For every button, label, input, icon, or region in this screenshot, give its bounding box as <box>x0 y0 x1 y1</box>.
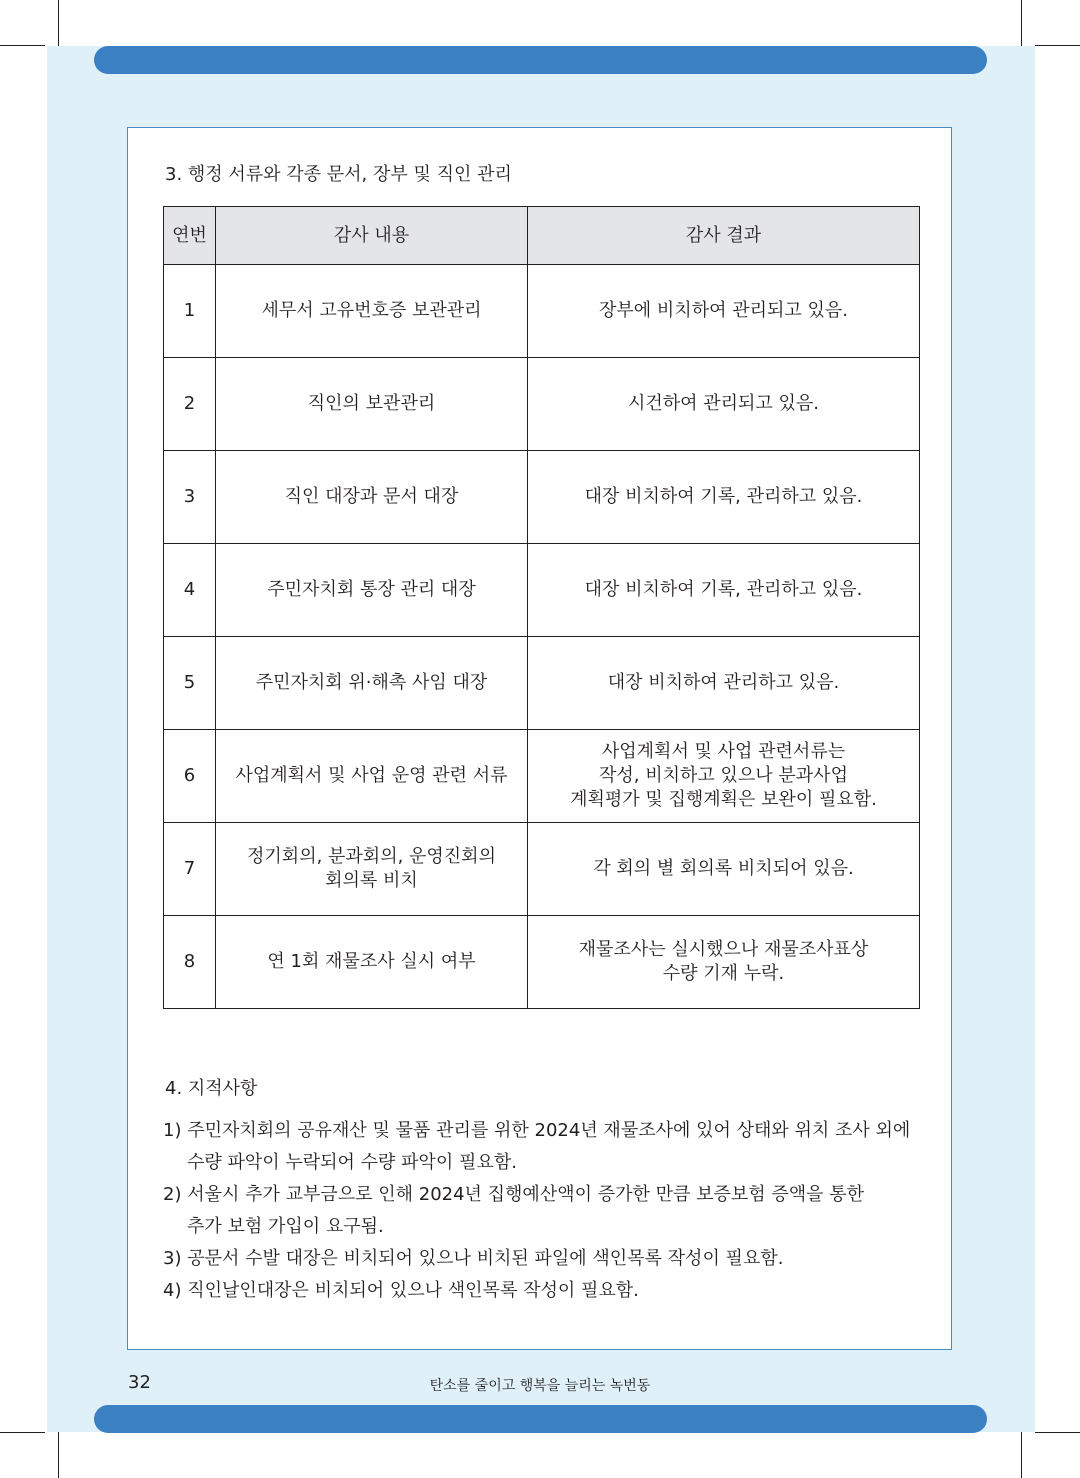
finding-line: 3) 공문서 수발 대장은 비치되어 있으나 비치된 파일에 색인목록 작성이 필요함. <box>163 1248 784 1269</box>
crop-mark <box>1035 1432 1080 1433</box>
result-line: 계획평가 및 집행계획은 보완이 필요함. <box>570 789 877 810</box>
row-content: 주민자치회 통장 관리 대장 <box>216 544 528 637</box>
row-result <box>528 916 920 1009</box>
crop-mark <box>58 1432 59 1478</box>
result-line: 장부에 비치하여 관리되고 있음. <box>599 300 848 321</box>
row-result <box>528 823 920 916</box>
findings-list <box>163 1115 933 1307</box>
row-number: 6 <box>164 730 216 823</box>
table-row <box>164 544 920 637</box>
result-line: 시건하여 관리되고 있음. <box>627 393 820 414</box>
finding-item <box>163 1115 933 1179</box>
row-result <box>528 730 920 823</box>
row-content: 주민자치회 위·해촉 사임 대장 <box>216 637 528 730</box>
table-header-row <box>164 207 920 265</box>
content-line: 정기회의, 분과회의, 운영진회의 <box>247 846 496 867</box>
crop-mark <box>1021 1432 1022 1478</box>
row-number: 2 <box>164 358 216 451</box>
row-result <box>528 451 920 544</box>
finding-item <box>163 1179 933 1243</box>
result-line: 수량 기재 누락. <box>662 963 785 984</box>
crop-mark <box>0 45 45 46</box>
section-3-title: 3. 행정 서류와 각종 문서, 장부 및 직인 관리 <box>165 164 512 185</box>
finding-line: 4) 직인날인대장은 비치되어 있으나 색인목록 작성이 필요함. <box>163 1280 639 1301</box>
finding-item <box>163 1243 933 1275</box>
finding-line: 추가 보험 가입이 요구됨. <box>187 1216 384 1237</box>
header-content: 감사 내용 <box>216 207 528 265</box>
row-content: 세무서 고유번호증 보관관리 <box>216 265 528 358</box>
table-row <box>164 730 920 823</box>
row-result <box>528 358 920 451</box>
row-number: 1 <box>164 265 216 358</box>
result-line: 작성, 비치하고 있으나 분과사업 <box>599 765 848 786</box>
table-row <box>164 916 920 1009</box>
table-row <box>164 451 920 544</box>
row-number: 4 <box>164 544 216 637</box>
result-line: 각 회의 별 회의록 비치되어 있음. <box>593 858 854 879</box>
finding-line: 수량 파악이 누락되어 수량 파악이 필요함. <box>187 1152 517 1173</box>
row-content: 연 1회 재물조사 실시 여부 <box>216 916 528 1009</box>
section-4-title: 4. 지적사항 <box>165 1078 258 1099</box>
result-line: 대장 비치하여 기록, 관리하고 있음. <box>584 486 863 507</box>
bottom-decorative-bar <box>94 1405 987 1433</box>
footer-slogan: 탄소를 줄이고 행복을 늘리는 녹번동 <box>429 1378 651 1394</box>
row-content <box>216 823 528 916</box>
finding-line: 1) 주민자치회의 공유재산 및 물품 관리를 위한 2024년 재물조사에 있어 상태와 위치 조사 외에 <box>163 1120 911 1141</box>
result-line: 대장 비치하여 관리하고 있음. <box>607 672 840 693</box>
row-result <box>528 265 920 358</box>
crop-mark <box>1035 45 1080 46</box>
result-line: 사업계획서 및 사업 관련서류는 <box>601 741 846 762</box>
row-number: 3 <box>164 451 216 544</box>
page-number: 32 <box>128 1372 151 1393</box>
table-row <box>164 637 920 730</box>
table-row <box>164 265 920 358</box>
row-number: 7 <box>164 823 216 916</box>
table-row <box>164 823 920 916</box>
row-content: 직인 대장과 문서 대장 <box>216 451 528 544</box>
row-result <box>528 544 920 637</box>
header-no: 연번 <box>164 207 216 265</box>
top-decorative-bar <box>94 46 987 74</box>
row-number: 5 <box>164 637 216 730</box>
row-content: 사업계획서 및 사업 운영 관련 서류 <box>216 730 528 823</box>
row-result <box>528 637 920 730</box>
audit-table <box>163 206 920 1009</box>
table-row <box>164 358 920 451</box>
content-line: 회의록 비치 <box>325 870 418 891</box>
finding-line: 2) 서울시 추가 교부금으로 인해 2024년 집행예산액이 증가한 만큼 보증보험 증액을 통한 <box>163 1184 865 1205</box>
crop-mark <box>0 1432 45 1433</box>
row-content: 직인의 보관관리 <box>216 358 528 451</box>
header-result: 감사 결과 <box>528 207 920 265</box>
result-line: 재물조사는 실시했으나 재물조사표상 <box>578 939 869 960</box>
result-line: 대장 비치하여 기록, 관리하고 있음. <box>584 579 863 600</box>
row-number: 8 <box>164 916 216 1009</box>
finding-item <box>163 1275 933 1307</box>
